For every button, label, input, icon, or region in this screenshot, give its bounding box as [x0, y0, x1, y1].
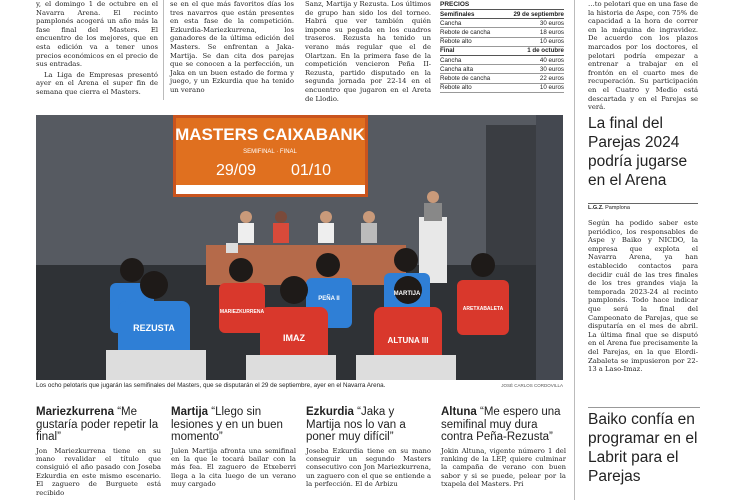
quote-headline [36, 406, 161, 444]
jersey-name: MARIEZKURRENA [219, 309, 265, 315]
price-label: Cancha alta [440, 65, 474, 73]
article-text: La Liga de Empresas presentó ayer en el Arena el super fin de semana que cierra el Masters. [36, 70, 158, 96]
prices-section-title: Final [440, 47, 455, 55]
price-value: 40 euros [539, 56, 564, 64]
byline [588, 203, 698, 211]
press-conference-photo [36, 115, 563, 380]
price-value: 10 euros [539, 38, 564, 46]
jersey-name: ALTUNA III [387, 336, 429, 345]
price-row [440, 56, 564, 65]
article-text: y, el domingo 1 de octubre en el Navarra Arena. El recinto pamplonés acogerá un año más la fase final del Masters. El encuentro de los mejores, que en esta edición va a tener unos precios económicos en el precio de sus entradas. [36, 0, 158, 69]
byline-author: L.G.Z. [588, 205, 604, 211]
price-value: 10 euros [539, 84, 564, 92]
banner-date-semifinal: 29/09 [215, 162, 257, 179]
caption-text: Los ocho pelotaris que jugarán las semifinales del Masters, que se disputarán el 29 de septiembre, ayer en el Navarra Arena. [36, 382, 386, 389]
quote-column [306, 406, 431, 489]
article-column-3 [305, 0, 431, 103]
prices-section-title: Semifinales [440, 10, 475, 18]
price-row [440, 65, 564, 74]
prices-header: PRECIOS [440, 0, 564, 10]
price-value: 30 euros [539, 19, 564, 27]
jersey-name: REZUSTA [133, 323, 175, 333]
quote-column [441, 406, 566, 489]
price-row [440, 38, 564, 47]
article-column-right [588, 0, 698, 112]
banner-subtitle: SEMIFINAL · FINAL [243, 149, 297, 155]
article-text: se en el que más favoritos días los tres navarros que están presentes en esta fase de la competición. Ezkurdia-Mariezkurrena, los ganadores de la última edición del Masters. Se enfrentan a Jaka-Martija. Se dan cita dos parejas que se conocen a la perfección, un Jaka en un buen estado de forma y juego, y un Ezkurdia que ha tenido un verano [170, 0, 294, 94]
price-row [440, 28, 564, 37]
article-column-2 [170, 0, 294, 100]
article-text: Según ha podido saber este periódico, los responsables de Aspe y Baiko y NICDO, la empresa que explota el Navarra Arena, ya han establecido contactos para decidir cuál de las tres finales de los tres grandes viaja la temporada 2023-24 al recinto pamplonés. Todo hace indicar que será la final del Campeonato de Parejas, que se disputaría en el mes de abril. La última final que se disputó en el Arena fue precisamente la del Parejas, en la que Elordi-Zabaleta se impusieron por 22-13 a Laso-Imaz. [588, 219, 698, 374]
price-label: Rebote alto [440, 84, 472, 92]
prices-section-date: 29 de septiembre [513, 10, 564, 18]
quote-body: Julen Martija afronta una semifinal en la que le tocará bailar con la más fea. El zaguero de Etxeberri llega a la cita luego de un verano muy cargado [171, 446, 296, 489]
quote-body: Jokin Altuna, vigente número 1 del ranking de la LEP, quiere culminar la campaña de verano con buen sabor y si se puede, pelear por la txapela del Masters. Pri [441, 446, 566, 489]
sidebar-article [588, 219, 698, 395]
column-rule [574, 0, 575, 500]
jersey-name: IMAZ [283, 333, 305, 343]
jersey-name: ARETXABALETA [462, 306, 504, 312]
article-text: …to pelotari que en una fase de la historia de Aspe, con 75% de capacidad a la hora de correr en la máquina de ingravidez. De acuerdo con los plazos marcados por los doctores, el pelotari podría empezar a entrenar a trabajar en el frontón en el cuarto mes de recuperación. Su participación en el Cuatro y Medio está descartada y en el Parejas se verá. [588, 0, 698, 112]
jersey-name: MARTIJA [393, 291, 421, 297]
player-quote: “Me espero una semifinal muy dura contra Peña-Rezusta” [441, 406, 561, 443]
player-name: Martija [171, 406, 209, 418]
article-column-1 [36, 0, 158, 100]
quote-headline [171, 406, 296, 444]
player-name: Ezkurdia [306, 406, 354, 418]
photo-credit: JOSÉ CARLOS CORDOVILLA [501, 383, 563, 388]
jersey-name: PEÑA II [318, 296, 340, 302]
player-name: Mariezkurrena [36, 406, 114, 418]
price-label: Rebote de cancha [440, 28, 491, 36]
player-quote: “Jaka y Martija nos lo van a poner muy difícil” [306, 406, 406, 443]
price-value: 30 euros [539, 65, 564, 73]
banner-title: MASTERS CAIXABANK [175, 125, 365, 144]
quote-column [36, 406, 161, 497]
price-row [440, 84, 564, 93]
price-label: Rebote de cancha [440, 74, 491, 82]
photo-caption [36, 382, 563, 389]
player-quote: “Me gustaría poder repetir la final” [36, 406, 159, 443]
player-name: Altuna [441, 406, 477, 418]
quote-headline [306, 406, 431, 444]
banner-date-final: 01/10 [290, 162, 332, 179]
player-quote: “Llego sin lesiones y en un buen momento” [171, 406, 283, 443]
price-row [440, 74, 564, 83]
quote-column [171, 406, 296, 489]
price-row [440, 19, 564, 28]
price-value: 18 euros [539, 28, 564, 36]
price-value: 22 euros [539, 74, 564, 82]
sidebar-headline: Baiko confía en programar en el Labrit para el Parejas [588, 407, 700, 486]
sidebar-headline: La final del Parejas 2024 podría jugarse en el Arena [588, 115, 688, 189]
quote-headline [441, 406, 566, 444]
article-text: Sanz, Martija y Rezusta. Los últimos de grupo han sido los del torneo. Habrá que ver también quién impone su pegada en los cuadros traseros. Rezusta ha tenido un verano más regular que el de Olartzan. En la primera fase de la competición vencieron Peña II-Rezusta, partido disputado en la segunda jornada por 22-14 en el encuentro que jugaron en el Areta de Llodio. [305, 0, 431, 103]
prices-section-header [440, 10, 564, 19]
price-label: Rebote alto [440, 38, 472, 46]
column-rule [163, 0, 164, 100]
price-label: Cancha [440, 19, 462, 27]
prices-section-header [440, 47, 564, 56]
byline-place: Pamplona [605, 205, 630, 211]
photo-illustration [36, 115, 563, 380]
quote-body: Joseba Ezkurdia tiene en su mano conseguir un segundo Masters consecutivo con Jon Mariezkurrena, un zaguero con el que se entiende a la perfección. El de Arbizu [306, 446, 431, 489]
ticket-prices-box [440, 0, 564, 93]
price-label: Cancha [440, 56, 462, 64]
prices-section-date: 1 de octubre [527, 47, 564, 55]
quote-body: Jon Mariezkurrena tiene en su mano revalidar el título que consiguió el año pasado con Joseba Ezkurdia en este mismo escenario. El zaguero de Burguete está recibido [36, 446, 161, 497]
